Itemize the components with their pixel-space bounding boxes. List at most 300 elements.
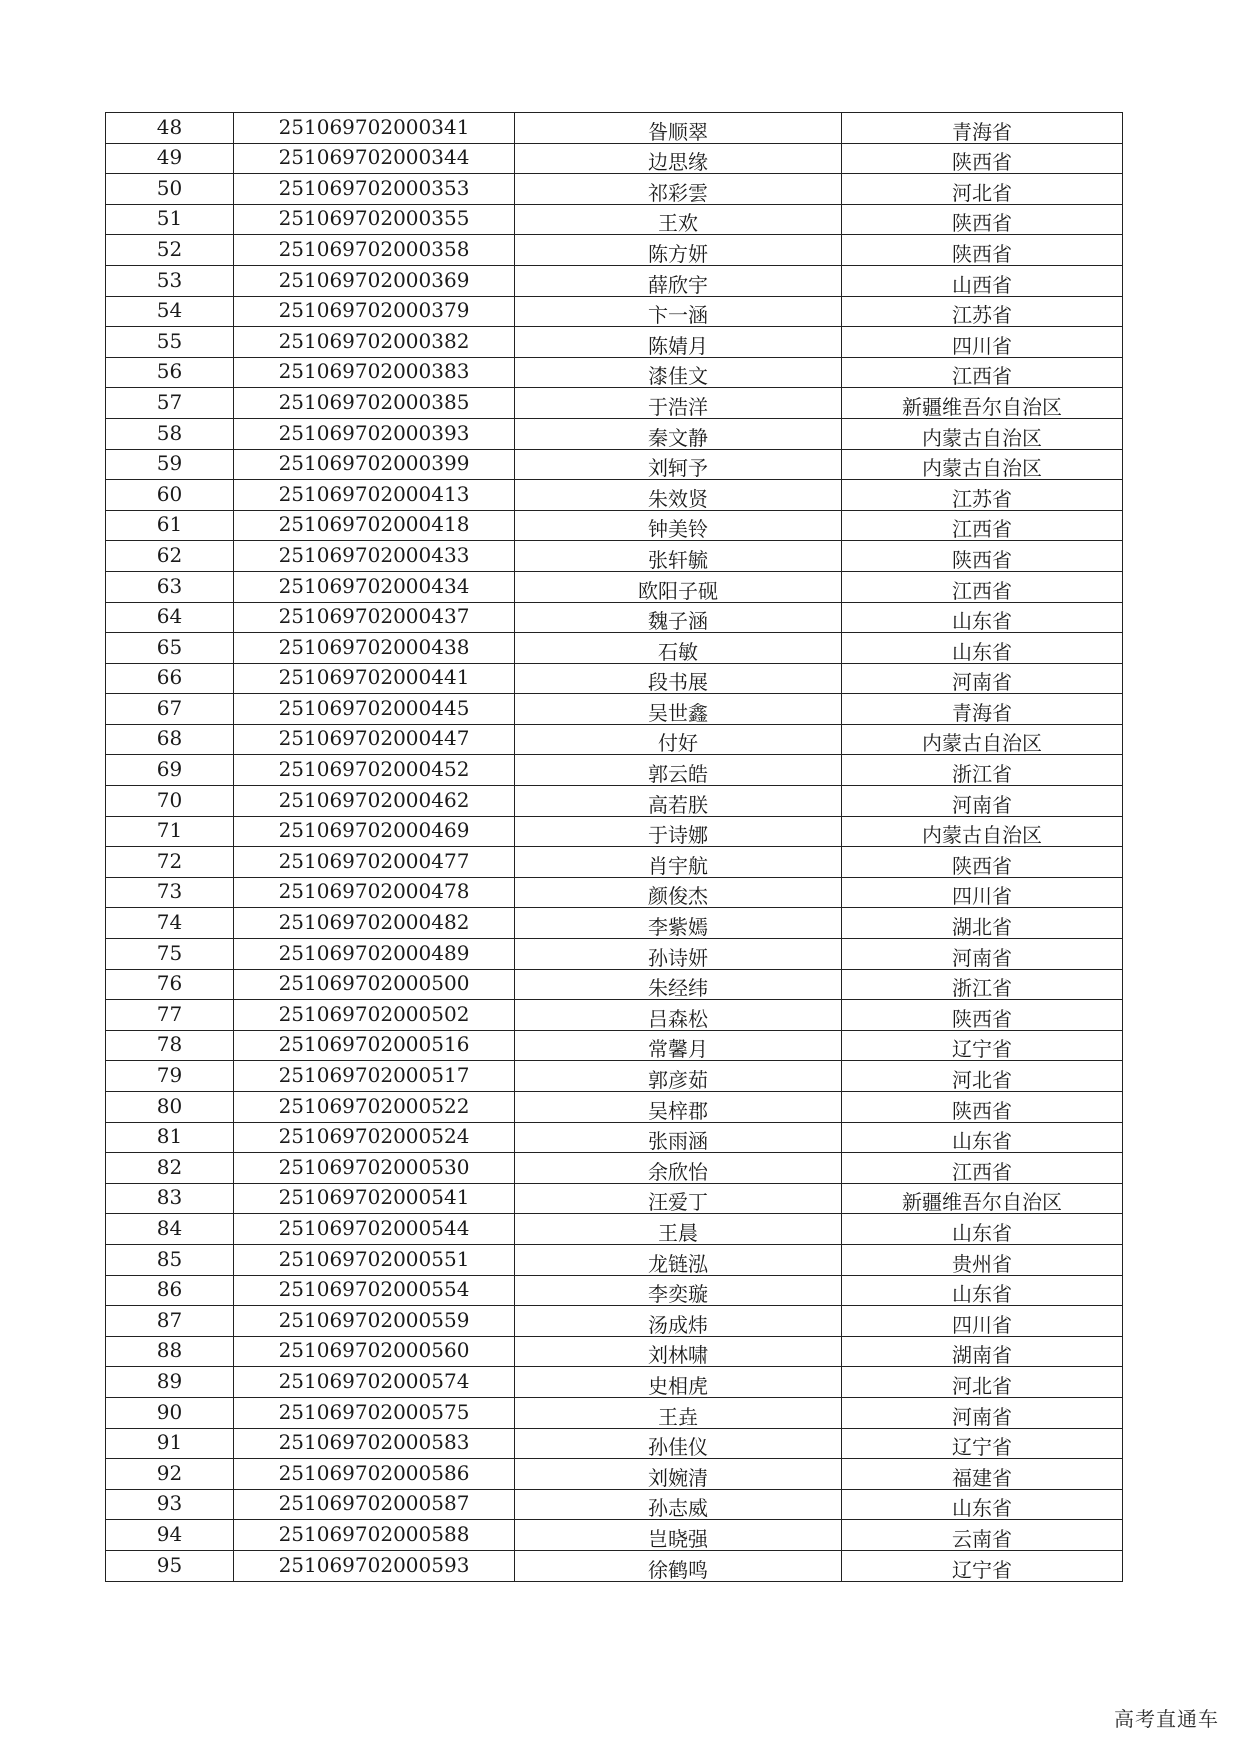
candidate-number-cell-text: 251069702000382 <box>278 328 470 353</box>
candidate-name-cell <box>515 663 842 694</box>
province-cell-text: 内蒙古自治区 <box>922 456 1042 480</box>
province-cell <box>842 786 1123 817</box>
row-index-cell <box>106 1459 234 1490</box>
province-cell <box>842 724 1123 755</box>
province-cell <box>842 939 1123 970</box>
province-cell <box>842 480 1123 511</box>
candidate-number-cell <box>234 480 515 511</box>
row-index-cell <box>106 786 234 817</box>
candidate-number-cell-text: 251069702000554 <box>278 1277 470 1302</box>
candidate-number-cell <box>234 1214 515 1245</box>
candidate-name-cell <box>515 1183 842 1214</box>
candidate-name-cell <box>515 113 842 144</box>
candidate-number-cell-text: 251069702000500 <box>278 971 470 996</box>
candidate-name-cell-text: 王晨 <box>658 1220 698 1245</box>
province-cell <box>842 1520 1123 1551</box>
candidate-number-cell-text: 251069702000522 <box>278 1093 470 1118</box>
table-row <box>106 1092 1123 1123</box>
province-cell-text: 江苏省 <box>952 303 1012 327</box>
candidate-number-cell <box>234 1367 515 1398</box>
province-cell <box>842 755 1123 786</box>
candidate-name-cell <box>515 174 842 205</box>
candidate-name-cell-text: 李紫嫣 <box>648 915 708 939</box>
candidate-number-cell-text: 251069702000517 <box>278 1063 470 1087</box>
row-index-cell-text: 74 <box>156 910 183 935</box>
candidate-number-cell-text: 251069702000383 <box>278 359 470 384</box>
candidate-number-cell <box>234 327 515 358</box>
candidate-name-cell <box>515 235 842 266</box>
row-index-cell <box>106 265 234 296</box>
candidate-name-cell <box>515 908 842 939</box>
candidate-number-cell <box>234 174 515 205</box>
candidate-name-cell <box>515 939 842 970</box>
province-cell <box>842 388 1123 419</box>
table-row <box>106 1061 1123 1092</box>
table-row <box>106 755 1123 786</box>
row-index-cell <box>106 1244 234 1275</box>
row-index-cell-text: 86 <box>156 1277 183 1302</box>
province-cell <box>842 1153 1123 1184</box>
table-row <box>106 480 1123 511</box>
candidate-name-cell-text: 刘婉清 <box>648 1465 708 1490</box>
province-cell <box>842 541 1123 572</box>
candidate-name-cell-text: 于诗娜 <box>648 823 708 847</box>
province-cell-text: 河南省 <box>952 1404 1012 1429</box>
candidate-name-cell <box>515 1061 842 1092</box>
candidate-name-cell-text: 颜俊杰 <box>648 884 708 908</box>
candidate-number-cell <box>234 1397 515 1428</box>
candidate-name-cell-text: 钟美铃 <box>648 517 708 541</box>
row-index-cell-text: 81 <box>156 1124 183 1149</box>
province-cell-text: 河北省 <box>952 1373 1012 1398</box>
candidate-number-cell <box>234 1275 515 1306</box>
province-cell <box>842 174 1123 205</box>
row-index-cell <box>106 296 234 327</box>
table-row <box>106 786 1123 817</box>
candidate-name-cell <box>515 786 842 817</box>
row-index-cell-text: 60 <box>156 481 183 506</box>
table-row <box>106 1336 1123 1367</box>
candidate-number-cell-text: 251069702000344 <box>278 145 470 170</box>
candidate-name-cell-text: 王欢 <box>658 211 698 235</box>
province-cell <box>842 1367 1123 1398</box>
candidate-name-cell <box>515 1336 842 1367</box>
candidate-number-cell <box>234 1122 515 1153</box>
candidate-number-cell <box>234 265 515 296</box>
candidate-number-cell <box>234 786 515 817</box>
row-index-cell <box>106 1489 234 1520</box>
row-index-cell <box>106 1520 234 1551</box>
candidate-number-cell-text: 251069702000433 <box>278 542 470 567</box>
row-index-cell <box>106 1428 234 1459</box>
row-index-cell <box>106 1153 234 1184</box>
row-index-cell-text: 75 <box>156 940 183 965</box>
province-cell-text: 陕西省 <box>952 853 1012 878</box>
candidate-number-cell <box>234 969 515 1000</box>
candidate-name-cell-text: 高若朕 <box>648 792 708 817</box>
candidate-name-cell <box>515 969 842 1000</box>
candidate-name-cell <box>515 327 842 358</box>
row-index-cell-text: 64 <box>156 604 183 629</box>
candidate-name-cell-text: 孙诗妍 <box>648 945 708 970</box>
candidate-name-cell <box>515 388 842 419</box>
row-index-cell-text: 85 <box>156 1246 183 1271</box>
candidate-name-cell <box>515 1122 842 1153</box>
province-cell-text: 湖北省 <box>952 915 1012 939</box>
province-cell-text: 辽宁省 <box>952 1557 1012 1581</box>
candidate-name-cell-text: 祁彩雲 <box>648 180 708 205</box>
province-cell-text: 江苏省 <box>952 486 1012 511</box>
candidate-name-cell-text: 王垚 <box>658 1404 698 1429</box>
candidate-name-cell-text: 汪爱丁 <box>648 1190 708 1214</box>
candidate-number-cell-text: 251069702000560 <box>278 1338 470 1363</box>
province-cell-text: 陕西省 <box>952 241 1012 266</box>
row-index-cell <box>106 633 234 664</box>
province-cell-text: 山东省 <box>952 639 1012 664</box>
row-index-cell-text: 49 <box>156 145 183 170</box>
candidate-number-cell <box>234 418 515 449</box>
candidate-name-cell-text: 刘轲予 <box>648 456 708 480</box>
province-cell-text: 江西省 <box>952 578 1012 602</box>
candidate-number-cell <box>234 816 515 847</box>
candidate-name-cell-text: 汤成炜 <box>648 1312 708 1337</box>
row-index-cell-text: 66 <box>156 665 183 690</box>
row-index-cell-text: 63 <box>156 573 183 598</box>
candidate-number-cell-text: 251069702000575 <box>278 1399 470 1424</box>
row-index-cell-text: 50 <box>156 175 183 200</box>
table-row <box>106 418 1123 449</box>
province-cell <box>842 1000 1123 1031</box>
row-index-cell <box>106 1336 234 1367</box>
candidate-number-cell <box>234 1000 515 1031</box>
candidate-name-cell <box>515 1092 842 1123</box>
candidate-number-cell <box>234 388 515 419</box>
row-index-cell <box>106 541 234 572</box>
candidate-name-cell-text: 李奕璇 <box>648 1282 708 1306</box>
row-index-cell <box>106 418 234 449</box>
province-cell-text: 浙江省 <box>952 762 1012 786</box>
row-index-cell <box>106 1092 234 1123</box>
province-cell-text: 江西省 <box>952 1159 1012 1184</box>
candidate-number-cell <box>234 1489 515 1520</box>
province-cell-text: 山东省 <box>952 1282 1012 1306</box>
table-row <box>106 1459 1123 1490</box>
candidate-name-cell-text: 欧阳子砚 <box>638 578 718 602</box>
table-row <box>106 1183 1123 1214</box>
province-cell-text: 山东省 <box>952 1129 1012 1153</box>
candidate-name-cell <box>515 480 842 511</box>
watermark-text: 高考直通车 <box>1114 1707 1219 1731</box>
table-row <box>106 724 1123 755</box>
row-index-cell-text: 58 <box>156 420 183 445</box>
row-index-cell <box>106 877 234 908</box>
row-index-cell-text: 73 <box>156 879 183 904</box>
candidate-number-cell-text: 251069702000587 <box>278 1491 470 1516</box>
candidate-name-cell <box>515 1275 842 1306</box>
candidate-name-cell-text: 孙佳仪 <box>648 1435 708 1459</box>
table-row <box>106 1000 1123 1031</box>
table-row <box>106 357 1123 388</box>
candidate-number-cell-text: 251069702000482 <box>278 910 470 935</box>
province-cell <box>842 449 1123 480</box>
row-index-cell-text: 65 <box>156 634 183 659</box>
candidate-name-cell <box>515 1367 842 1398</box>
candidate-number-cell <box>234 204 515 235</box>
row-index-cell-text: 69 <box>156 757 183 782</box>
table-row <box>106 969 1123 1000</box>
province-cell <box>842 602 1123 633</box>
row-index-cell <box>106 1214 234 1245</box>
candidate-name-cell-text: 卞一涵 <box>648 303 708 327</box>
candidate-number-cell-text: 251069702000541 <box>278 1185 470 1210</box>
candidate-number-cell <box>234 235 515 266</box>
candidate-name-cell-text: 常馨月 <box>648 1037 708 1061</box>
table-row <box>106 1030 1123 1061</box>
candidate-name-cell-text: 吴世鑫 <box>648 700 708 725</box>
province-cell-text: 内蒙古自治区 <box>922 823 1042 847</box>
candidate-number-cell-text: 251069702000588 <box>278 1521 470 1546</box>
row-index-cell <box>106 510 234 541</box>
candidate-number-cell-text: 251069702000593 <box>278 1552 470 1577</box>
row-index-cell <box>106 480 234 511</box>
table-row <box>106 174 1123 205</box>
candidate-name-cell <box>515 1459 842 1490</box>
province-cell <box>842 1336 1123 1367</box>
candidate-number-cell-text: 251069702000413 <box>278 481 470 506</box>
province-cell-text: 四川省 <box>952 1312 1012 1337</box>
province-cell-text: 浙江省 <box>952 976 1012 1000</box>
row-index-cell-text: 77 <box>156 1001 183 1026</box>
table-row <box>106 296 1123 327</box>
candidate-name-cell-text: 段书展 <box>648 670 708 694</box>
candidate-name-cell-text: 张轩毓 <box>648 547 708 572</box>
province-cell-text: 辽宁省 <box>952 1037 1012 1061</box>
row-index-cell <box>106 235 234 266</box>
candidate-name-cell <box>515 724 842 755</box>
candidate-number-cell-text: 251069702000452 <box>278 757 470 782</box>
province-cell <box>842 847 1123 878</box>
row-index-cell-text: 84 <box>156 1215 183 1240</box>
row-index-cell-text: 82 <box>156 1154 183 1179</box>
province-cell-text: 青海省 <box>952 700 1012 725</box>
row-index-cell <box>106 908 234 939</box>
candidate-name-cell-text: 朱经纬 <box>648 976 708 1000</box>
candidate-name-cell <box>515 143 842 174</box>
row-index-cell <box>106 113 234 144</box>
candidate-number-cell-text: 251069702000441 <box>278 665 470 690</box>
table-row <box>106 694 1123 725</box>
row-index-cell <box>106 969 234 1000</box>
candidate-name-cell <box>515 1550 842 1581</box>
province-cell <box>842 143 1123 174</box>
row-index-cell-text: 87 <box>156 1307 183 1332</box>
candidate-number-cell-text: 251069702000385 <box>278 389 470 414</box>
row-index-cell-text: 90 <box>156 1399 183 1424</box>
province-cell-text: 陕西省 <box>952 1098 1012 1123</box>
province-cell <box>842 1428 1123 1459</box>
candidate-number-cell <box>234 571 515 602</box>
row-index-cell <box>106 694 234 725</box>
roster-table-body <box>106 113 1123 1582</box>
candidate-name-cell <box>515 418 842 449</box>
candidate-number-cell-text: 251069702000516 <box>278 1032 470 1057</box>
candidate-number-cell <box>234 1459 515 1490</box>
row-index-cell-text: 48 <box>156 114 183 139</box>
row-index-cell-text: 62 <box>156 542 183 567</box>
candidate-name-cell <box>515 1000 842 1031</box>
candidate-number-cell-text: 251069702000502 <box>278 1001 470 1026</box>
candidate-number-cell <box>234 1520 515 1551</box>
candidate-name-cell-text: 徐鹤鸣 <box>648 1557 708 1581</box>
province-cell <box>842 816 1123 847</box>
candidate-number-cell-text: 251069702000489 <box>278 940 470 965</box>
row-index-cell <box>106 143 234 174</box>
row-index-cell-text: 89 <box>156 1368 183 1393</box>
province-cell-text: 山东省 <box>952 1496 1012 1520</box>
candidate-name-cell-text: 岂晓强 <box>648 1526 708 1551</box>
table-row <box>106 1520 1123 1551</box>
row-index-cell <box>106 571 234 602</box>
row-index-cell-text: 91 <box>156 1430 183 1455</box>
table-row <box>106 1428 1123 1459</box>
row-index-cell-text: 68 <box>156 726 183 751</box>
candidate-number-cell-text: 251069702000393 <box>278 420 470 445</box>
row-index-cell <box>106 1030 234 1061</box>
candidate-number-cell-text: 251069702000445 <box>278 695 470 720</box>
candidate-name-cell-text: 漆佳文 <box>648 364 708 388</box>
candidate-name-cell <box>515 1244 842 1275</box>
row-index-cell-text: 56 <box>156 359 183 384</box>
province-cell <box>842 1244 1123 1275</box>
candidate-name-cell-text: 薛欣宇 <box>648 272 708 297</box>
row-index-cell-text: 70 <box>156 787 183 812</box>
candidate-number-cell-text: 251069702000574 <box>278 1368 470 1393</box>
candidate-name-cell-text: 魏子涵 <box>648 609 708 633</box>
candidate-name-cell-text: 付好 <box>658 731 698 755</box>
row-index-cell <box>106 602 234 633</box>
row-index-cell-text: 79 <box>156 1063 183 1087</box>
candidate-number-cell <box>234 510 515 541</box>
province-cell-text: 河北省 <box>952 180 1012 205</box>
province-cell <box>842 694 1123 725</box>
province-cell <box>842 663 1123 694</box>
province-cell <box>842 265 1123 296</box>
candidate-name-cell-text: 刘林啸 <box>648 1343 708 1367</box>
province-cell <box>842 235 1123 266</box>
province-cell-text: 辽宁省 <box>952 1435 1012 1459</box>
province-cell <box>842 908 1123 939</box>
candidate-number-cell <box>234 694 515 725</box>
table-row <box>106 204 1123 235</box>
table-row <box>106 663 1123 694</box>
row-index-cell-text: 78 <box>156 1032 183 1057</box>
candidate-number-cell-text: 251069702000559 <box>278 1307 470 1332</box>
province-cell <box>842 1306 1123 1337</box>
row-index-cell <box>106 1306 234 1337</box>
province-cell <box>842 204 1123 235</box>
row-index-cell <box>106 388 234 419</box>
candidate-number-cell-text: 251069702000399 <box>278 451 470 476</box>
candidate-number-cell <box>234 541 515 572</box>
province-cell <box>842 1214 1123 1245</box>
row-index-cell-text: 54 <box>156 298 183 323</box>
candidate-name-cell-text: 龙链泓 <box>648 1251 708 1276</box>
candidate-number-cell-text: 251069702000434 <box>278 573 470 598</box>
candidate-number-cell <box>234 113 515 144</box>
table-row <box>106 143 1123 174</box>
row-index-cell-text: 71 <box>156 818 183 843</box>
candidate-number-cell-text: 251069702000462 <box>278 787 470 812</box>
table-row <box>106 1153 1123 1184</box>
candidate-name-cell <box>515 694 842 725</box>
row-index-cell-text: 55 <box>156 328 183 353</box>
candidate-name-cell <box>515 877 842 908</box>
candidate-name-cell <box>515 816 842 847</box>
candidate-name-cell-text: 余欣怡 <box>648 1159 708 1184</box>
row-index-cell-text: 88 <box>156 1338 183 1363</box>
province-cell <box>842 1550 1123 1581</box>
candidate-number-cell <box>234 602 515 633</box>
candidate-number-cell-text: 251069702000369 <box>278 267 470 292</box>
candidate-name-cell <box>515 265 842 296</box>
table-row <box>106 327 1123 358</box>
candidate-name-cell <box>515 1428 842 1459</box>
row-index-cell <box>106 1122 234 1153</box>
row-index-cell <box>106 1000 234 1031</box>
province-cell-text: 山东省 <box>952 609 1012 633</box>
province-cell-text: 山东省 <box>952 1220 1012 1245</box>
province-cell-text: 新疆维吾尔自治区 <box>902 394 1062 419</box>
province-cell-text: 陕西省 <box>952 150 1012 174</box>
province-cell-text: 江西省 <box>952 364 1012 388</box>
province-cell <box>842 327 1123 358</box>
candidate-name-cell <box>515 571 842 602</box>
province-cell <box>842 571 1123 602</box>
candidate-number-cell <box>234 939 515 970</box>
table-row <box>106 1244 1123 1275</box>
candidate-number-cell <box>234 908 515 939</box>
candidate-number-cell <box>234 296 515 327</box>
candidate-number-cell <box>234 1428 515 1459</box>
candidate-number-cell <box>234 1306 515 1337</box>
table-row <box>106 602 1123 633</box>
row-index-cell <box>106 663 234 694</box>
table-row <box>106 1275 1123 1306</box>
province-cell-text: 陕西省 <box>952 1006 1012 1031</box>
table-row <box>106 1367 1123 1398</box>
province-cell <box>842 1183 1123 1214</box>
row-index-cell <box>106 204 234 235</box>
province-cell-text: 河北省 <box>952 1068 1012 1092</box>
row-index-cell-text: 59 <box>156 451 183 476</box>
province-cell <box>842 296 1123 327</box>
province-cell-text: 湖南省 <box>952 1343 1012 1367</box>
candidate-number-cell-text: 251069702000477 <box>278 848 470 873</box>
candidate-number-cell <box>234 663 515 694</box>
province-cell <box>842 969 1123 1000</box>
candidate-name-cell-text: 肖宇航 <box>648 853 708 878</box>
candidate-number-cell <box>234 1092 515 1123</box>
province-cell-text: 河南省 <box>952 945 1012 970</box>
candidate-name-cell-text: 于浩洋 <box>648 394 708 419</box>
table-row <box>106 1306 1123 1337</box>
candidate-name-cell <box>515 204 842 235</box>
candidate-name-cell <box>515 602 842 633</box>
row-index-cell <box>106 847 234 878</box>
candidate-number-cell-text: 251069702000353 <box>278 175 470 200</box>
candidate-name-cell <box>515 1306 842 1337</box>
candidate-name-cell-text: 吴梓郡 <box>648 1098 708 1123</box>
